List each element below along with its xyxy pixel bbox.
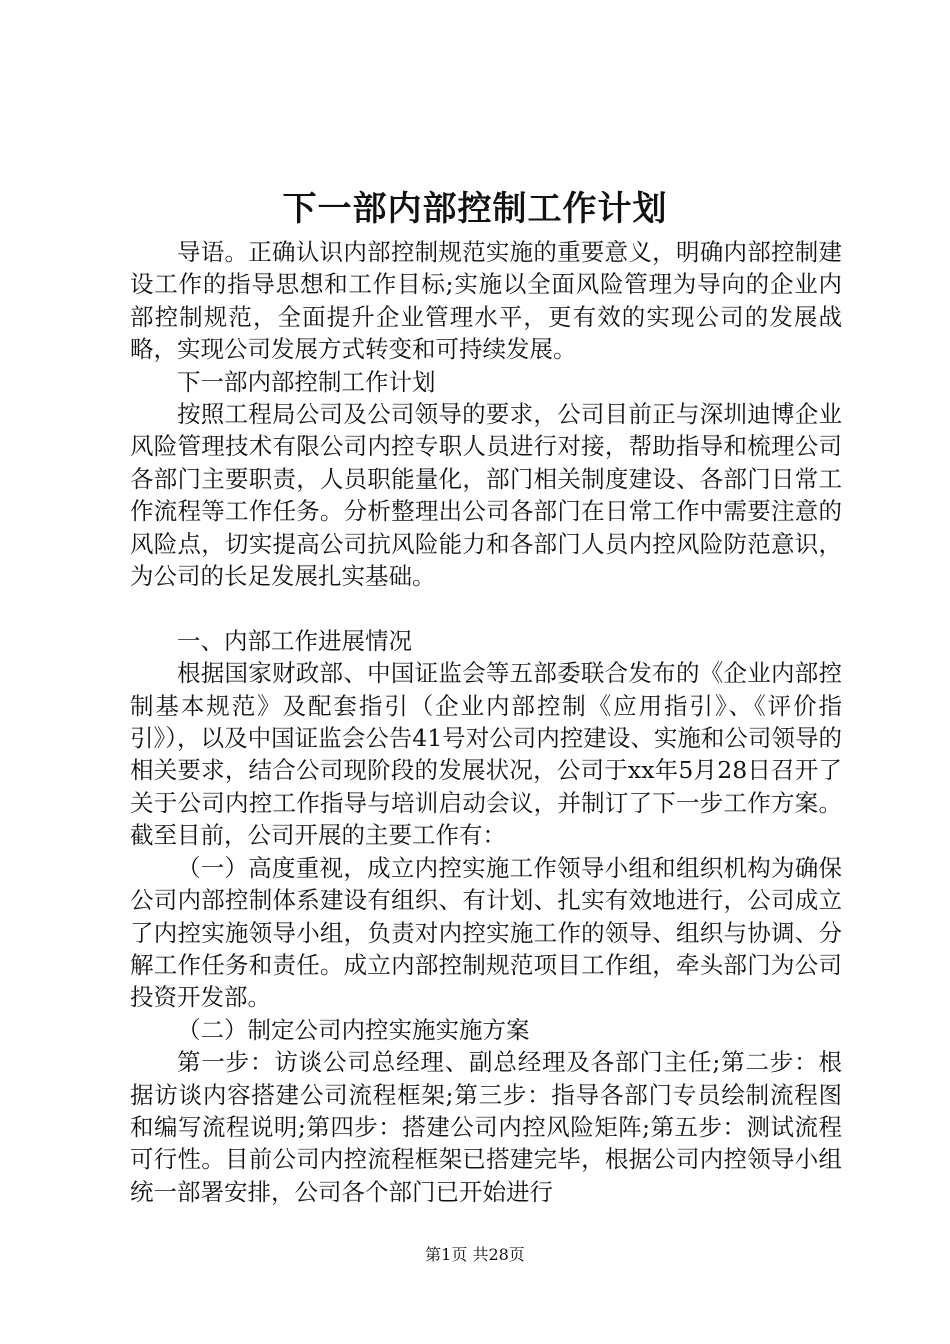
document-body	[130, 236, 842, 1208]
item-one-paragraph: （一）高度重视，成立内控实施工作领导小组和组织机构为确保公司内部控制体系建设有组织、有计划、扎实有效地进行，公司成立了内控实施领导小组，负责对内控实施工作的领导、组织与协调、分解工作任务和责任。成立内部控制规范项目工作组，牵头部门为公司投资开发部。	[130, 853, 842, 1012]
steps-paragraph: 第一步：访谈公司总经理、副总经理及各部门主任;第二步：根据访谈内容搭建公司流程框架;第三步：指导各部门专员绘制流程图和编写流程说明;第四步：搭建公司内控风险矩阵;第五步：测试流程可行性。目前公司内控流程框架已搭建完毕，根据公司内控领导小组统一部署安排，公司各个部门已开始进行	[130, 1048, 842, 1206]
item-two-heading: （二）制定公司内控实施实施方案	[177, 1015, 530, 1044]
page-footer: 第1页 共28页	[425, 1245, 525, 1264]
section-heading: 一、内部工作进展情况	[177, 626, 412, 655]
plan-paragraph: 按照工程局公司及公司领导的要求，公司目前正与深圳迪博企业风险管理技术有限公司内控专职人员进行对接，帮助指导和梳理公司各部门主要职责，人员职能量化，部门相关制度建设、各部门日常工作流程等工作任务。分析整理出公司各部门在日常工作中需要注意的风险点，切实提高公司抗风险能力和各部门人员内控风险防范意识，为公司的长足发展扎实基础。	[130, 400, 842, 591]
document-title: 下一部内部控制工作计划	[282, 189, 668, 229]
progress-paragraph: 根据国家财政部、中国证监会等五部委联合发布的《企业内部控制基本规范》及配套指引（企业内部控制《应用指引》、《评价指引》），以及中国证监会公告41号对公司内控建设、实施和公司领导的相关要求，结合公司现阶段的发展状况，公司于xx年5月28日召开了关于公司内控工作指导与培训启动会议，并制订了下一步工作方案。截至目前，公司开展的主要工作有：	[130, 659, 842, 850]
subtitle-paragraph: 下一部内部控制工作计划	[177, 367, 436, 396]
intro-paragraph: 导语。正确认识内部控制规范实施的重要意义，明确内部控制建设工作的指导思想和工作目标;实施以全面风险管理为导向的企业内部控制规范，全面提升企业管理水平，更有效的实现公司的发展战略，实现公司发展方式转变和可持续发展。	[130, 238, 842, 364]
